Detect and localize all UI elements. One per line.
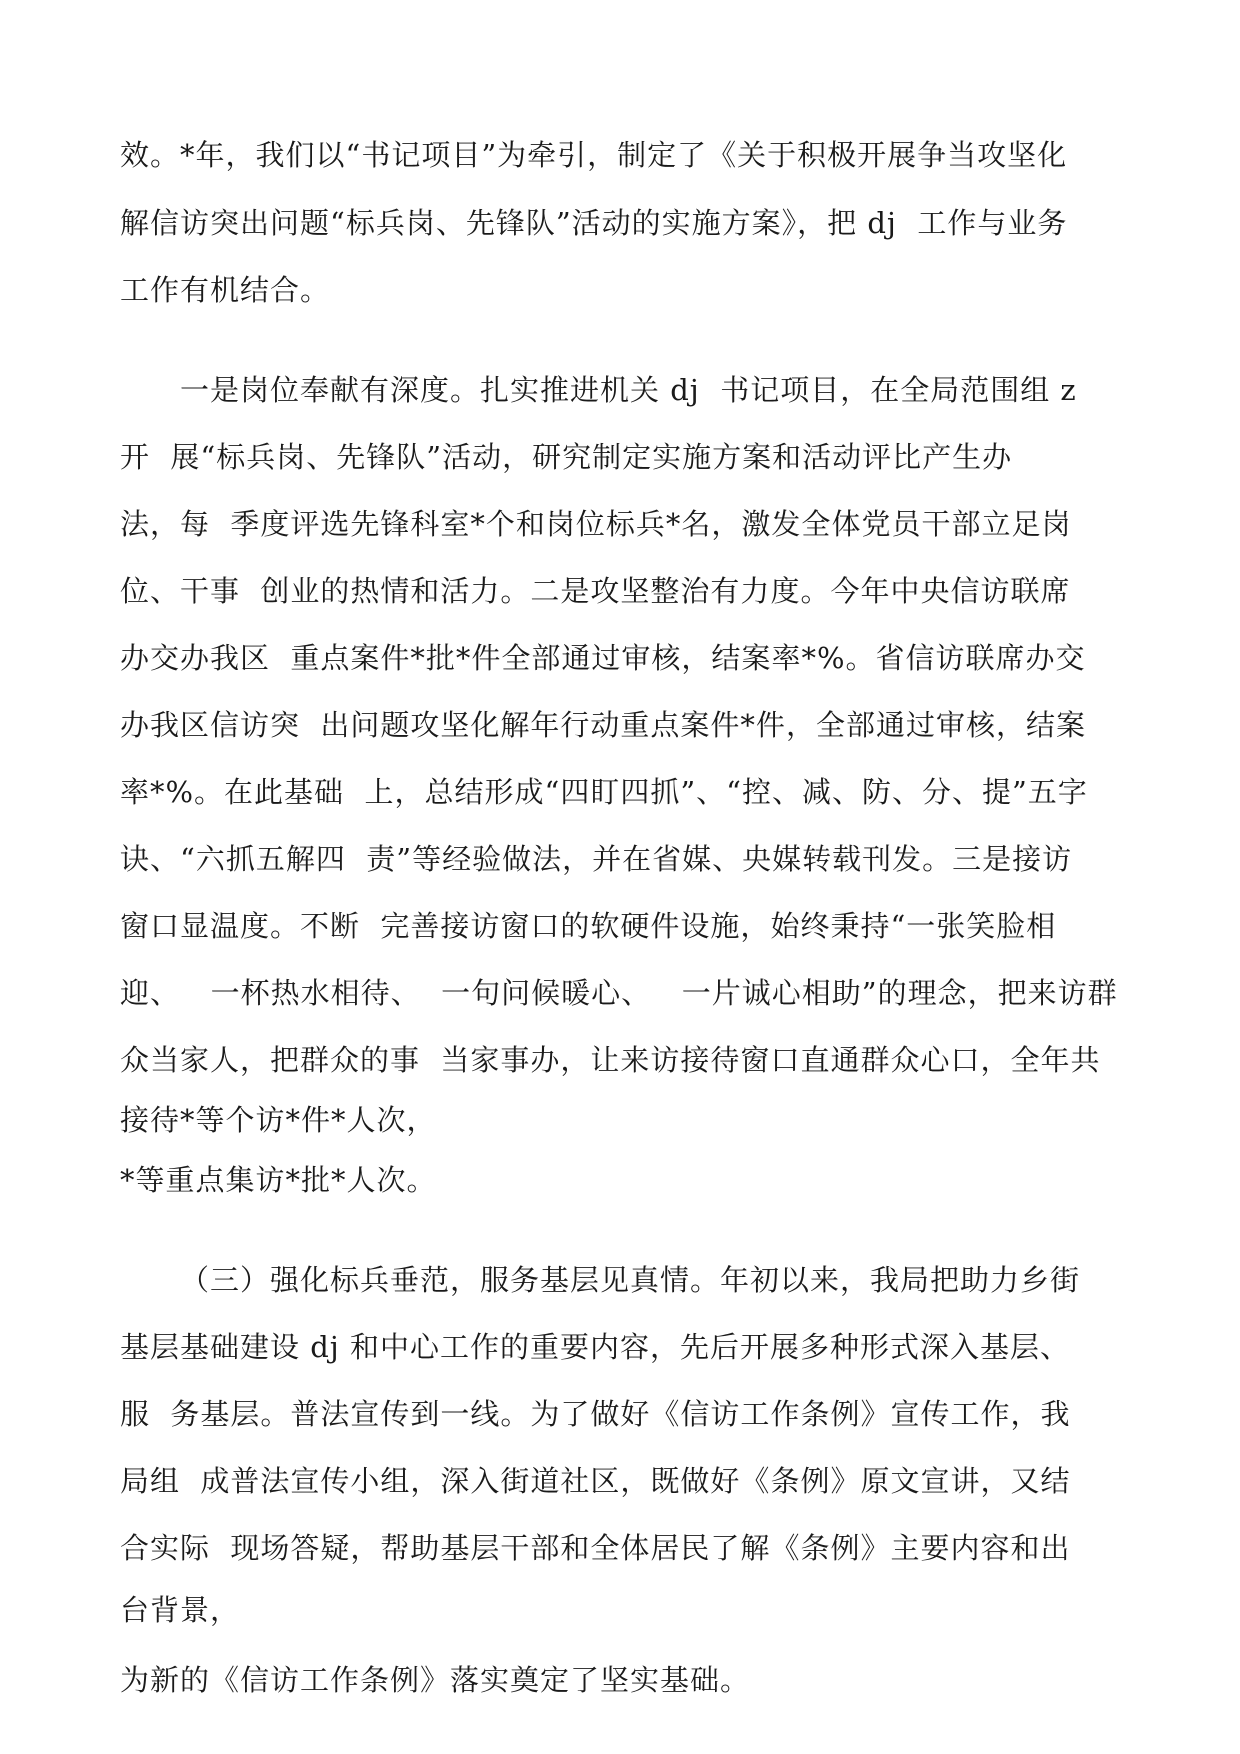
text-line: 解信访突出问题“标兵岗、先锋队”活动的实施方案》，把 dj 工作与业务	[120, 206, 1068, 240]
text-line: 办我区信访突 出问题攻坚化解年行动重点案件*件，全部通过审核，结案	[120, 708, 1086, 742]
text-line: 位、干事 创业的热情和活力。二是攻坚整治有力度。今年中央信访联席	[120, 574, 1071, 608]
text-line: 效。*年，我们以“书记项目”为牵引，制定了《关于积极开展争当攻坚化	[120, 138, 1068, 172]
text-line: 诀、“六抓五解四 责”等经验做法，并在省媒、央媒转载刊发。三是接访	[120, 842, 1073, 876]
text-line: 工作有机结合。	[120, 273, 331, 307]
text-line: 服 务基层。普法宣传到一线。为了做好《信访工作条例》宣传工作，我	[120, 1397, 1071, 1431]
text-line: 开 展“标兵岗、先锋队”活动，研究制定实施方案和活动评比产生办	[120, 440, 1013, 474]
text-line: 窗口显温度。不断 完善接访窗口的软硬件设施，始终秉持“一张笑脸相	[120, 909, 1057, 943]
text-line: 台背景，	[120, 1593, 241, 1627]
text-line: 合实际 现场答疑，帮助基层干部和全体居民了解《条例》主要内容和出	[120, 1531, 1071, 1565]
text-line: 众当家人，把群众的事 当家事办，让来访接待窗口直通群众心口，全年共	[120, 1043, 1101, 1077]
text-line: （三）强化标兵垂范，服务基层见真情。年初以来，我局把助力乡街	[180, 1263, 1081, 1297]
text-line: 办交办我区 重点案件*批*件全部通过审核，结案率*%。省信访联席办交	[120, 641, 1086, 675]
text-line: 法，每 季度评选先锋科室*个和岗位标兵*名，激发全体党员干部立足岗	[120, 507, 1072, 541]
text-line: 迎、 一杯热水相待、 一句问候暖心、 一片诚心相助”的理念，把来访群	[120, 976, 1118, 1010]
text-line: 率*%。在此基础 上，总结形成“四盯四抓”、“控、减、防、分、提”五字	[120, 775, 1088, 809]
text-line: 为新的《信访工作条例》落实奠定了坚实基础。	[120, 1663, 751, 1697]
text-line: 基层基础建设 dj 和中心工作的重要内容，先后开展多种形式深入基层、	[120, 1330, 1070, 1364]
text-line: 接待*等个访*件*人次，	[120, 1103, 437, 1137]
text-line: 一是岗位奉献有深度。扎实推进机关 dj 书记项目，在全局范围组 z	[180, 373, 1077, 407]
text-line: *等重点集访*批*人次。	[120, 1163, 437, 1197]
text-line: 局组 成普法宣传小组，深入街道社区，既做好《条例》原文宣讲，又结	[120, 1464, 1071, 1498]
